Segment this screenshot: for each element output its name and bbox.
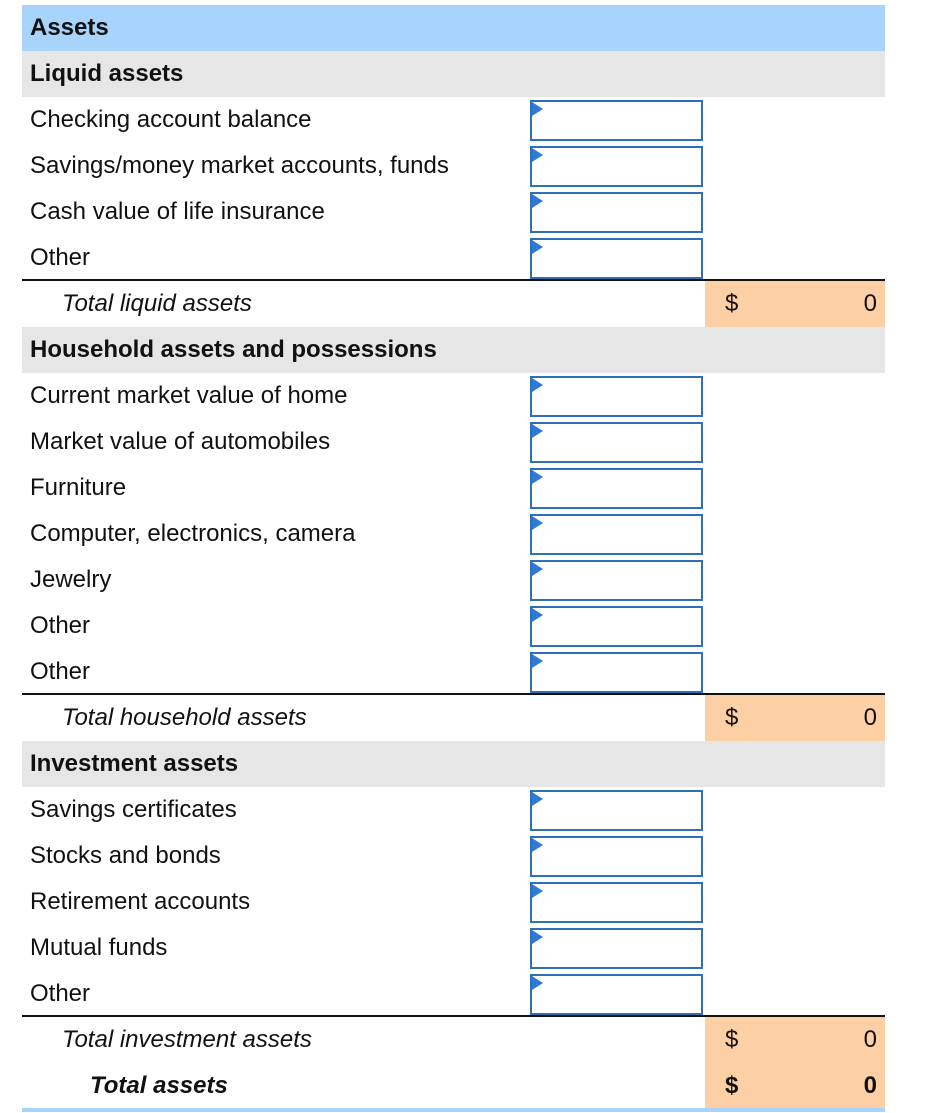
assets-worksheet (22, 5, 885, 1109)
line-item-row (22, 235, 885, 281)
input-flag-icon (532, 424, 543, 438)
total-value-cell (705, 281, 885, 327)
line-item-label: Stocks and bonds (30, 842, 221, 869)
total-investment-assets-row (22, 1017, 885, 1063)
line-item-row (22, 833, 885, 879)
input-flag-icon (532, 976, 543, 990)
line-item-label: Savings/money market accounts, funds (30, 152, 449, 179)
input-flag-icon (532, 608, 543, 622)
line-item-label: Cash value of life insurance (30, 198, 325, 225)
line-item-row (22, 143, 885, 189)
line-item-row (22, 419, 885, 465)
input-flag-icon (532, 562, 543, 576)
amount-input[interactable] (530, 422, 703, 463)
grand-total-label: Total assets (90, 1072, 228, 1099)
input-flag-icon (532, 102, 543, 116)
line-item-label: Mutual funds (30, 934, 168, 961)
line-item-row (22, 511, 885, 557)
line-item-label: Other (30, 612, 91, 639)
amount-input[interactable] (530, 468, 703, 509)
section-investment-assets (22, 741, 885, 787)
total-household-assets-row (22, 695, 885, 741)
input-flag-icon (532, 930, 543, 944)
input-flag-icon (532, 194, 543, 208)
currency-symbol: $ (725, 704, 739, 731)
amount-input[interactable] (530, 790, 703, 831)
line-item-row (22, 97, 885, 143)
amount-input[interactable] (530, 100, 703, 141)
total-label: Total investment assets (62, 1026, 312, 1053)
amount-input[interactable] (530, 974, 703, 1015)
amount-input[interactable] (530, 606, 703, 647)
input-flag-icon (532, 792, 543, 806)
amount-input[interactable] (530, 238, 703, 279)
line-item-label: Checking account balance (30, 106, 312, 133)
currency-symbol: $ (725, 1026, 739, 1053)
line-item-row (22, 373, 885, 419)
line-item-row (22, 971, 885, 1017)
section-title: Investment assets (30, 750, 239, 777)
currency-symbol: $ (725, 1072, 739, 1099)
amount-input[interactable] (530, 146, 703, 187)
line-item-label: Savings certificates (30, 796, 237, 823)
input-flag-icon (532, 470, 543, 484)
assets-header-title: Assets (30, 14, 109, 41)
section-title: Household assets and possessions (30, 336, 437, 363)
total-amount: 0 (863, 290, 877, 317)
total-amount: 0 (863, 704, 877, 731)
amount-input[interactable] (530, 928, 703, 969)
amount-input[interactable] (530, 376, 703, 417)
line-item-label: Jewelry (30, 566, 112, 593)
total-label: Total liquid assets (62, 290, 252, 317)
input-flag-icon (532, 240, 543, 254)
amount-input[interactable] (530, 836, 703, 877)
line-item-row (22, 557, 885, 603)
line-item-label: Market value of automobiles (30, 428, 331, 455)
line-item-label: Computer, electronics, camera (30, 520, 356, 547)
section-title: Liquid assets (30, 60, 184, 87)
total-value-cell (705, 1017, 885, 1063)
bottom-divider (22, 1108, 885, 1112)
input-flag-icon (532, 884, 543, 898)
grand-total-value-cell (705, 1063, 885, 1109)
total-value-cell (705, 695, 885, 741)
line-item-row (22, 465, 885, 511)
line-item-label: Other (30, 244, 91, 271)
amount-input[interactable] (530, 514, 703, 555)
input-flag-icon (532, 516, 543, 530)
line-item-label: Retirement accounts (30, 888, 251, 915)
currency-symbol: $ (725, 290, 739, 317)
input-flag-icon (532, 378, 543, 392)
line-item-label: Furniture (30, 474, 127, 501)
amount-input[interactable] (530, 560, 703, 601)
total-liquid-assets-row (22, 281, 885, 327)
section-household-assets (22, 327, 885, 373)
total-label: Total household assets (62, 704, 307, 731)
line-item-row (22, 603, 885, 649)
grand-total-amount: 0 (863, 1072, 877, 1099)
input-flag-icon (532, 148, 543, 162)
input-flag-icon (532, 654, 543, 668)
line-item-label: Other (30, 658, 91, 685)
line-item-row (22, 787, 885, 833)
section-liquid-assets (22, 51, 885, 97)
amount-input[interactable] (530, 652, 703, 693)
amount-input[interactable] (530, 192, 703, 233)
amount-input[interactable] (530, 882, 703, 923)
line-item-row (22, 189, 885, 235)
line-item-label: Current market value of home (30, 382, 348, 409)
assets-header (22, 5, 885, 51)
total-amount: 0 (863, 1026, 877, 1053)
total-assets-row (22, 1063, 885, 1109)
line-item-row (22, 649, 885, 695)
line-item-label: Other (30, 980, 91, 1007)
line-item-row (22, 879, 885, 925)
input-flag-icon (532, 838, 543, 852)
line-item-row (22, 925, 885, 971)
